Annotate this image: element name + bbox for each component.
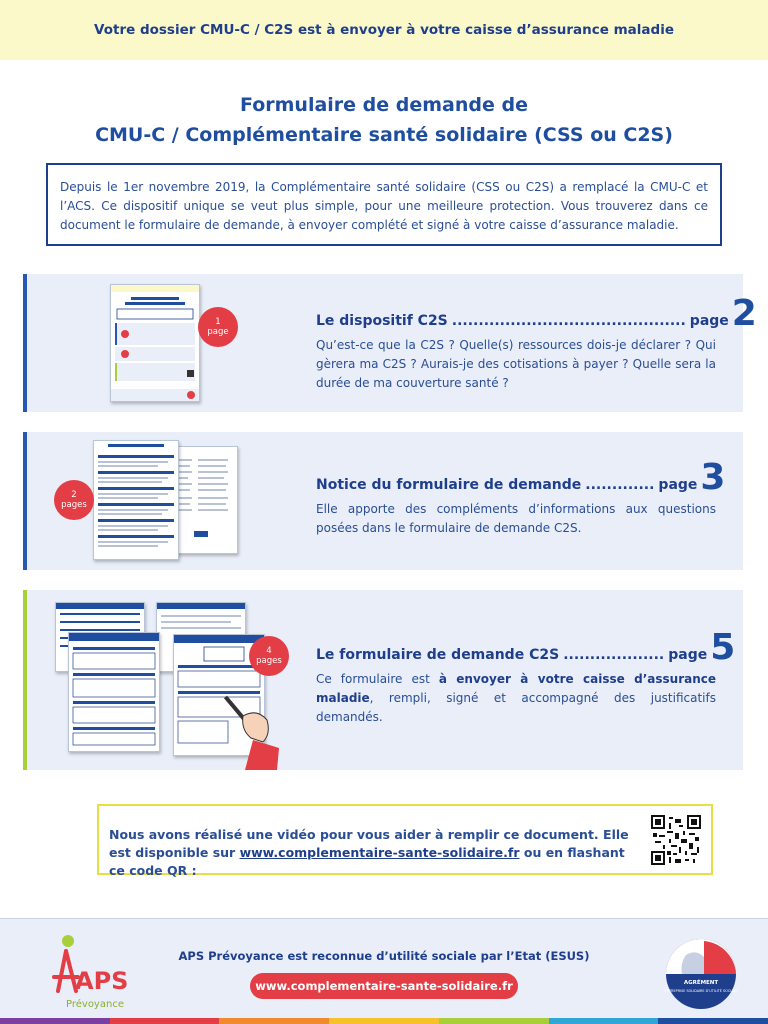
website-button[interactable]	[250, 973, 518, 999]
document-thumbnail-icon	[110, 284, 200, 402]
section-description	[316, 670, 716, 727]
badge-number: 2	[71, 490, 77, 500]
aps-logo-icon[interactable]	[44, 933, 134, 1013]
description-emphasis: à envoyer à votre caisse d’assurance maladie	[316, 672, 717, 705]
section-text	[316, 627, 736, 727]
section-dispositif[interactable]	[23, 274, 757, 412]
footer-color-strip	[0, 1018, 768, 1024]
page-number: 3	[700, 457, 726, 498]
badge-body-text: ENTREPRISE SOLIDAIRE D’UTILITÉ SOCIALE	[664, 989, 738, 993]
section-accent-bar	[23, 274, 27, 412]
section-heading	[316, 627, 736, 668]
badge-label: pages	[256, 656, 282, 666]
page-count-badge	[249, 636, 289, 676]
section-formulaire[interactable]	[23, 590, 743, 770]
description-start: Ce formulaire est	[316, 672, 439, 686]
website-button-label: www.complementaire-sante-solidaire.fr	[255, 979, 513, 993]
page-count-badge	[54, 480, 94, 520]
page-word: page	[658, 477, 698, 493]
leader-dots: .............	[585, 477, 655, 493]
title-line-1: Formulaire de demande de	[240, 94, 528, 116]
leader-dots: ............................................	[451, 313, 686, 329]
section-description: Qu’est-ce que la C2S ? Quelle(s) ressources dois-je déclarer ? Qui gèrera ma C2S ? Aurais-je des cotisations à payer ? Quelle sera la durée de ma couverture santé ?	[316, 338, 716, 390]
badge-label: pages	[61, 500, 87, 510]
esus-badge-icon	[664, 937, 738, 1011]
footer	[0, 918, 768, 1018]
badge-title-text: AGRÉMENT	[683, 980, 719, 986]
section-accent-bar	[23, 590, 27, 770]
qr-code-icon[interactable]	[651, 815, 701, 865]
badge-number: 4	[266, 646, 272, 656]
page-number: 5	[710, 627, 736, 668]
section-text	[316, 457, 726, 538]
section-text	[316, 293, 757, 393]
title-line-2: CMU-C / Complémentaire santé solidaire (CSS ou C2S)	[95, 124, 673, 146]
intro-text: Depuis le 1er novembre 2019, la Complémentaire santé solidaire (CSS ou C2S) a remplacé la CMU-C et l’ACS. Ce dispositif unique se veut plus simple, pour une meilleure protection. Vous trouverez dans ce document le formulaire de demande, à envoyer complété et signé à votre caisse d’assurance maladie.	[60, 180, 708, 232]
leader-dots: ...................	[563, 647, 665, 663]
section-notice[interactable]	[23, 432, 743, 570]
page-word: page	[668, 647, 708, 663]
website-link[interactable]: www.complementaire-sante-solidaire.fr	[239, 845, 520, 860]
page-number: 2	[731, 293, 757, 334]
video-info-box	[97, 804, 713, 878]
badge-number: 1	[215, 317, 221, 327]
banner-text: Votre dossier CMU-C / C2S est à envoyer à votre caisse d’assurance maladie	[94, 22, 674, 38]
section-title: Le dispositif C2S	[316, 313, 448, 329]
video-text-start: Nous avons réalisé une vidéo pour vous aider à remplir ce document. Elle est disponible sur	[109, 827, 629, 860]
logo-sub-text: Prévoyance	[66, 999, 124, 1010]
intro-box	[46, 163, 722, 246]
page-word: page	[689, 313, 729, 329]
section-heading	[316, 457, 726, 498]
top-banner	[0, 0, 768, 60]
hand-pen-icon	[223, 686, 283, 770]
document-thumbnail-icon	[68, 632, 160, 752]
section-heading	[316, 293, 757, 334]
section-description: Elle apporte des compléments d’informations aux questions posées dans le formulaire de demande C2S.	[316, 502, 716, 535]
video-text-end: ou en flashant ce code QR :	[109, 845, 625, 878]
esus-statement: APS Prévoyance est reconnue d’utilité sociale par l’Etat (ESUS)	[178, 949, 590, 963]
page-title	[0, 90, 768, 150]
description-end: , rempli, signé et accompagné des justificatifs demandés.	[316, 691, 716, 724]
section-title: Le formulaire de demande C2S	[316, 647, 560, 663]
section-title: Notice du formulaire de demande	[316, 477, 582, 493]
section-accent-bar	[23, 432, 27, 570]
logo-main-text: APS	[75, 967, 129, 995]
badge-label: page	[207, 327, 229, 337]
document-thumbnail-icon	[93, 440, 179, 560]
page-count-badge	[198, 307, 238, 347]
